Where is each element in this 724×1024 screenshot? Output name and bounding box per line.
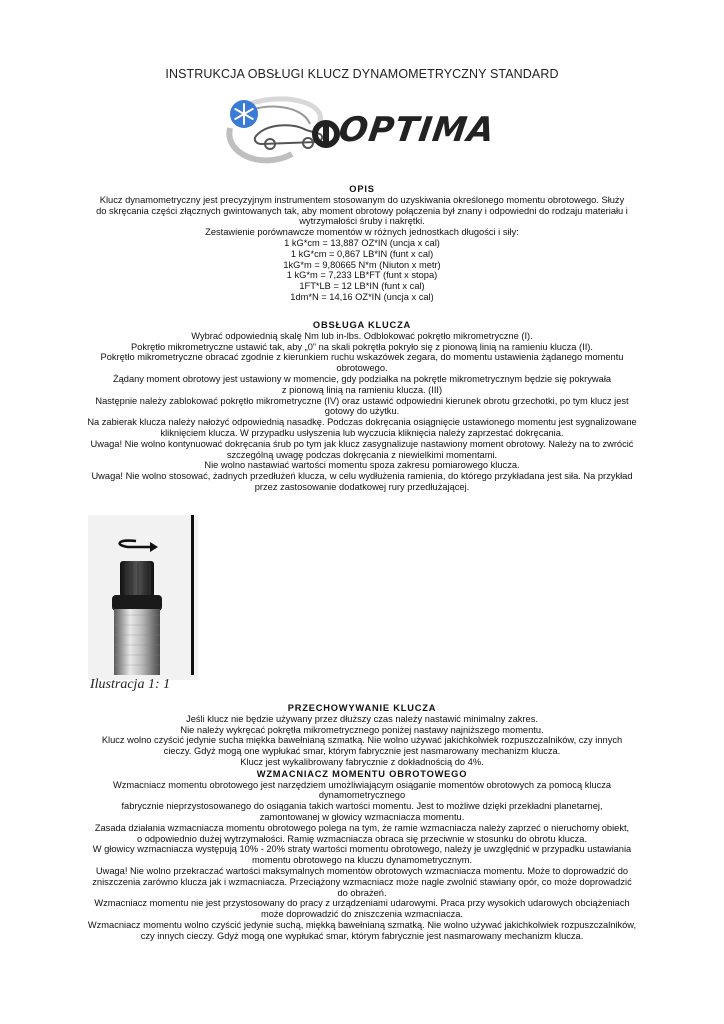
text-line: Żądany moment obrotowy jest ustawiony w momencie, gdy podziałka na pokrętle mikrometrycznym będzie się pokrywała <box>112 373 612 384</box>
text-line: momentu obrotowego na kluczu dynamometrycznym. <box>251 855 473 866</box>
text-line: z pionową linią na ramieniu klucza. (III) <box>281 384 443 395</box>
illustration-caption: Ilustracja 1: 1 <box>90 677 171 692</box>
text-line: obrotowego. <box>336 363 388 374</box>
optima-logo <box>222 96 502 168</box>
text-line: Wzmacniacz momentu obrotowego jest narzędziem umożliwiającym osiąganie momentów obrotowych za pomocą klucza <box>112 779 612 790</box>
text-line: Nie należy wykręcać pokrętła mikrometrycznego poniżej nastawy najniższego momentu. <box>180 724 544 735</box>
text-line: o odpowiednio dużej wytrzymałości. Ramię wzmacniacza obraca się przeciwnie w stosunku do obrotu klucza. <box>136 833 588 844</box>
text-line: kliknięciem klucza. W przypadku usłyszenia lub wyczucia kliknięcia należy zaprzestać dokręcania. <box>160 427 564 438</box>
text-line: szczególną uwagę podczas dokręcania z niewielkimi momentami. <box>226 449 498 460</box>
text-line: Zasada działania wzmacniacza momentu obrotowego polega na tym, że ramie wzmacniacza należy zaprzeć o nieruchomy obiekt, <box>94 822 630 833</box>
text-line: Uwaga! Nie wolno stosować, żadnych przedłużeń klucza, w celu wydłużenia ramienia, do którego przykładana jest siła. Na przykład <box>91 471 633 482</box>
text-line: Na zabierak klucza należy nałożyć odpowiednią nasadkę. Podczas dokręcania osiągnięcie ustawionego momentu jest sygnalizowane <box>87 417 637 428</box>
document-title: INSTRUKCJA OBSŁUGI KLUCZ DYNAMOMETRYCZNY STANDARD <box>165 67 559 81</box>
text-line: Zestawienie porównawcze momentów w różnych jednostkach długości i siły: <box>205 227 519 238</box>
text-line: Wybrać odpowiednią skalę Nm lub in-lbs. Odblokować pokrętło mikrometryczne (I). <box>191 330 533 341</box>
text-line: Jeśli klucz nie będzie używany przez dłuższy czas należy nastawić minimalny zakres. <box>186 713 538 724</box>
text-line: cieczy. Gdyż mogą one wypłukać smar, którym fabrycznie jest nasmarowany mechanizm klucza. <box>163 746 561 757</box>
text-line: 1FT*LB = 12 LB*IN (funt x cal) <box>299 281 425 292</box>
section-obsluga <box>70 320 654 493</box>
wrench-knob-photo <box>88 515 198 680</box>
section-heading: WZMACNIACZ MOMENTU OBROTOWEGO <box>256 768 468 779</box>
section-heading: OPIS <box>349 184 375 194</box>
text-line: do skręcania części złącznych gwintowanych tak, aby moment obrotowy połączenia był znany i odpowiedni do rodzaju materiału i <box>96 205 628 216</box>
text-line: 1 kG*cm = 0,867 LB*IN (funt x cal) <box>290 248 434 259</box>
snowflake-icon <box>230 100 258 128</box>
text-line: Wzmacniacz momentu wolno czyścić jedynie suchą, miękką bawełnianą szmatką. Nie wolno używać jakichkolwiek rozpuszczalników, <box>87 919 637 930</box>
illustration-wrench-knob <box>88 515 198 680</box>
text-line: do obrażeń. <box>337 887 387 898</box>
text-line: gotowy do użytku. <box>324 406 400 417</box>
text-line: Pokrętło mikrometryczne obracać zgodnie z kierunkiem ruchu wskazówek zegara, do momentu ustawienia żądanego momentu <box>100 352 624 363</box>
text-line: W głowicy wzmacniacza występują 10% - 20% straty wartości momentu obrotowego, należy je uwzględnić w przypadku ustawiania <box>92 844 632 855</box>
text-line: Następnie należy zablokować pokrętło mikrometryczne (IV) oraz ustawić odpowiedni kierunek obrotu grzechotki, po tym klucz jest <box>95 395 629 406</box>
text-line: 1 kG*m = 7,233 LB*FT (funt x stopa) <box>286 270 438 281</box>
section-przechowywanie <box>70 703 654 942</box>
text-line: 1kG*m = 9,80665 N*m (Niuton x metr) <box>283 259 441 270</box>
text-line: Klucz wolno czyścić jedynie sucha miękka bawełnianą szmatką. Nie wolno używać jakichkolwiek rozpuszczalników, czy innych <box>101 735 623 746</box>
text-line: fabrycznie nieprzystosowanego do osiągania takich wartości momentu. Jest to możliwe dzięki przekładni planetarnej, <box>121 801 603 812</box>
section-opis <box>70 184 654 303</box>
section-heading: PRZECHOWYWANIE KLUCZA <box>287 703 437 713</box>
logo-text: OPTIMA <box>336 110 498 150</box>
text-line: zamontowanej w głowicy wzmacniacza momentu. <box>259 811 465 822</box>
text-line: wytrzymałości śruby i nakrętki. <box>299 216 425 227</box>
text-line: dynamometrycznego <box>318 790 406 801</box>
text-line: przez zastosowanie dodatkowej rury przedłużającej. <box>254 481 470 492</box>
text-line: Uwaga! Nie wolno kontynuować dokręcania śrub po tym jak klucz zasygnalizuje nastawiony moment obrotowy. Należy na to zwrócić <box>90 438 634 449</box>
text-line: Klucz jest wykalibrowany fabrycznie z dokładnością do 4%. <box>240 756 484 767</box>
text-line: Pokrętło mikrometryczne ustawić tak, aby „0” na skali pokrętła pokryło się z pionową linią na ramieniu klucza (II). <box>131 341 593 352</box>
text-line: czy innych cieczy. Gdyż mogą one wypłukać smar, którym fabrycznie jest nasmarowany mechanizm klucza. <box>140 930 584 941</box>
text-line: Wzmacniacz momentu nie jest przystosowany do pracy z urządzeniami udarowymi. Praca przy wysokich udarowych obciążeniach <box>94 898 630 909</box>
text-line: Klucz dynamometryczny jest precyzyjnym instrumentem stosowanym do uzyskiwania określonego momentu obrotowego. Służy <box>99 194 625 205</box>
text-line: zniszczenia zarówno klucza jak i wzmacniacza. Przeciążony wzmacniacz może nagle zwolnić stawiany opór, co może doprowadzić <box>92 876 632 887</box>
text-line: Nie wolno nastawiać wartości momentu spoza zakresu pomiarowego klucza. <box>204 460 520 471</box>
text-line: może doprowadzić do zniszczenia wzmacniacza. <box>260 909 464 920</box>
text-line: 1 kG*cm = 13,887 OZ*IN (uncja x cal) <box>284 237 440 248</box>
text-line: 1dm*N = 14,16 OZ*IN (uncja x cal) <box>290 291 434 302</box>
section-heading: OBSŁUGA KLUCZA <box>312 320 412 330</box>
text-line: Uwaga! Nie wolno przekraczać wartości maksymalnych momentów obrotowych wzmacniacza momentu. Może to doprowadzić do <box>95 865 629 876</box>
